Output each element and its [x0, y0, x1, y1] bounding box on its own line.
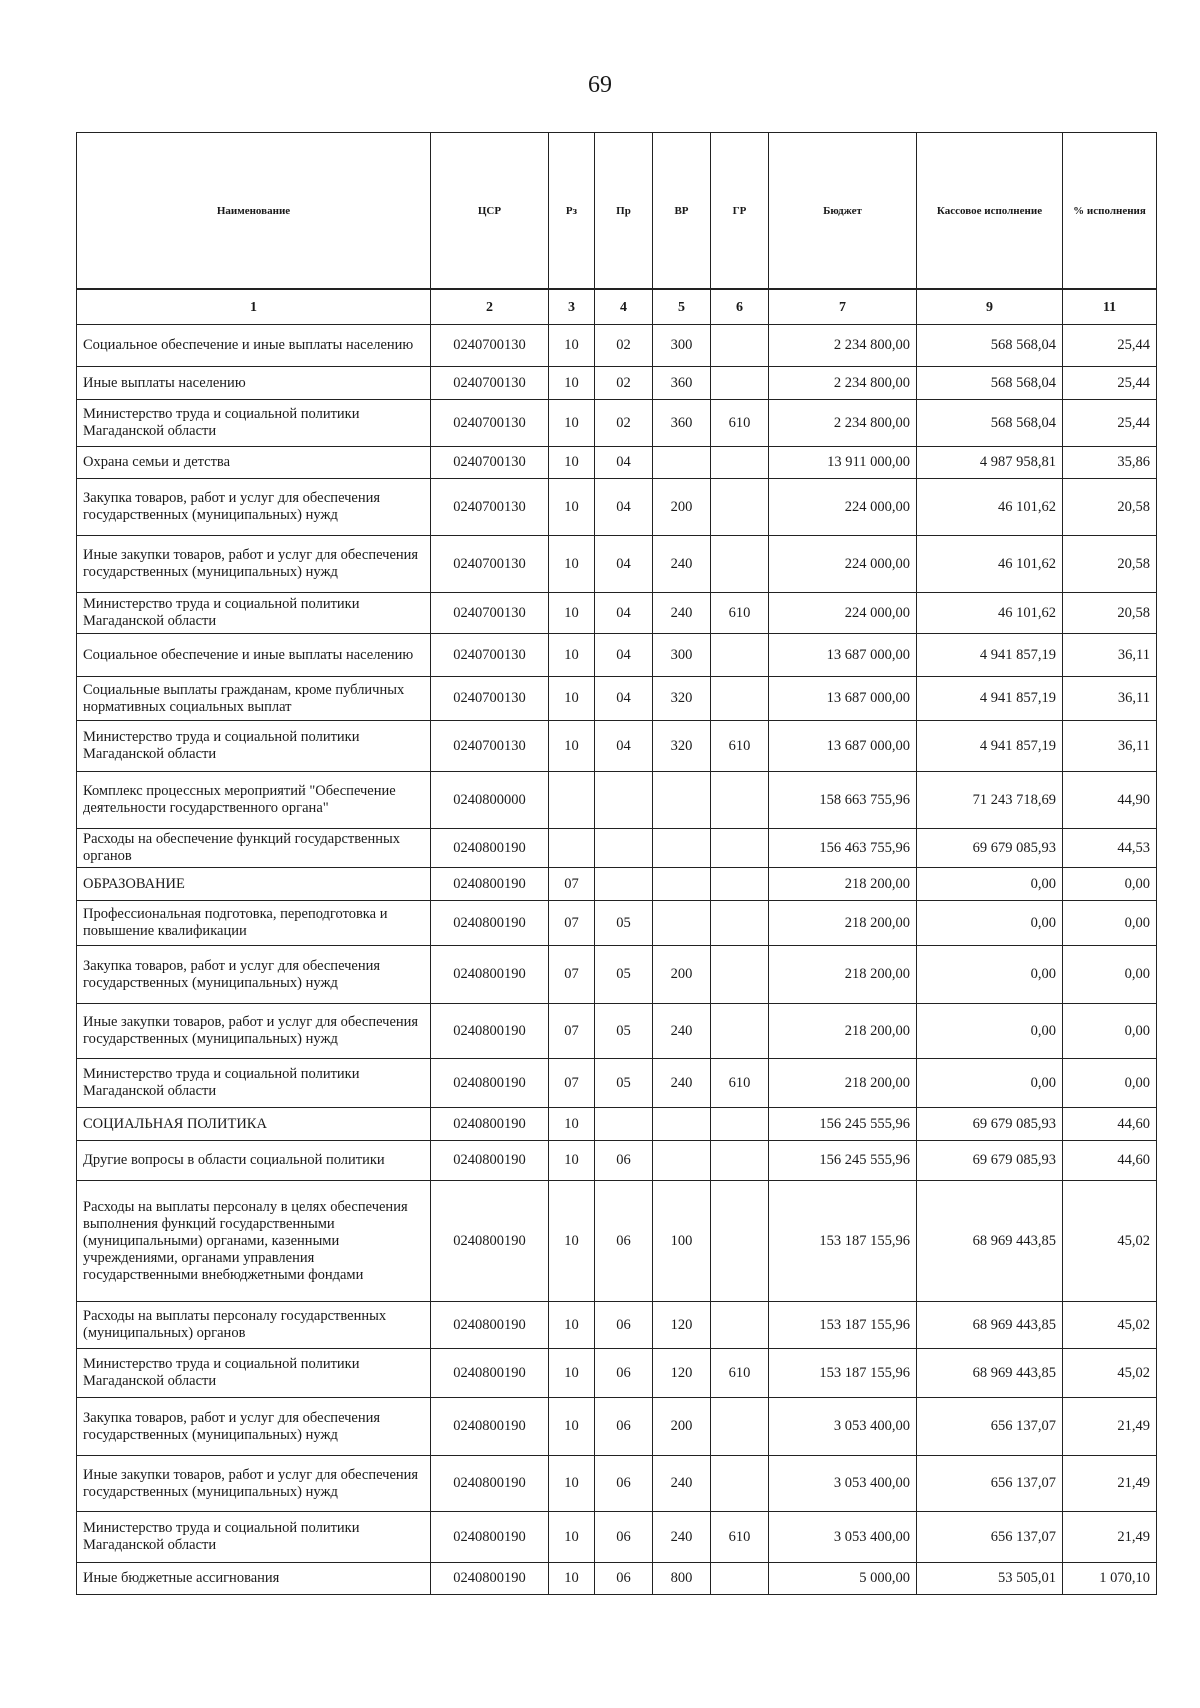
- cell-execution: 4 941 857,19: [917, 721, 1063, 772]
- cell-execution: 568 568,04: [917, 367, 1063, 400]
- cell-execution: 0,00: [917, 946, 1063, 1004]
- cell-budget: 2 234 800,00: [769, 325, 917, 367]
- cell-vr: 120: [653, 1302, 711, 1349]
- table-row: [77, 677, 1157, 721]
- cell-vr: [653, 1141, 711, 1181]
- cell-csr: 0240800190: [431, 1456, 549, 1512]
- cell-name: ОБРАЗОВАНИЕ: [77, 868, 431, 901]
- cell-name: Иные бюджетные ассигнования: [77, 1563, 431, 1595]
- cell-rz: 10: [549, 479, 595, 536]
- cell-csr: 0240800190: [431, 1059, 549, 1108]
- cell-budget: 224 000,00: [769, 536, 917, 593]
- cell-pr: 02: [595, 400, 653, 447]
- cell-budget: 218 200,00: [769, 901, 917, 946]
- header-gr: ГР: [711, 133, 769, 290]
- cell-csr: 0240700130: [431, 634, 549, 677]
- cell-execution: 71 243 718,69: [917, 772, 1063, 829]
- cell-gr: [711, 946, 769, 1004]
- cell-gr: [711, 1302, 769, 1349]
- cell-pr: 06: [595, 1512, 653, 1563]
- cell-csr: 0240800190: [431, 829, 549, 868]
- cell-vr: 240: [653, 536, 711, 593]
- column-number: 5: [653, 289, 711, 325]
- cell-budget: 224 000,00: [769, 479, 917, 536]
- cell-name: Министерство труда и социальной политики Магаданской области: [77, 1512, 431, 1563]
- cell-rz: [549, 772, 595, 829]
- cell-vr: [653, 1108, 711, 1141]
- cell-name: Социальное обеспечение и иные выплаты населению: [77, 325, 431, 367]
- cell-pr: 04: [595, 634, 653, 677]
- cell-rz: 07: [549, 1059, 595, 1108]
- cell-execution: 46 101,62: [917, 536, 1063, 593]
- table-row: [77, 634, 1157, 677]
- cell-percent: 44,53: [1063, 829, 1157, 868]
- cell-csr: 0240700130: [431, 593, 549, 634]
- cell-gr: [711, 1456, 769, 1512]
- cell-execution: 0,00: [917, 1004, 1063, 1059]
- cell-execution: 568 568,04: [917, 400, 1063, 447]
- cell-execution: 53 505,01: [917, 1563, 1063, 1595]
- table-row: [77, 1108, 1157, 1141]
- cell-percent: 35,86: [1063, 447, 1157, 479]
- cell-gr: 610: [711, 1059, 769, 1108]
- cell-budget: 156 245 555,96: [769, 1141, 917, 1181]
- table-row: [77, 1181, 1157, 1302]
- cell-name: Иные закупки товаров, работ и услуг для обеспечения государственных (муниципальных) нужд: [77, 1004, 431, 1059]
- cell-pr: 04: [595, 593, 653, 634]
- table-row: [77, 325, 1157, 367]
- column-number-row: [77, 289, 1157, 325]
- table-row: [77, 1398, 1157, 1456]
- header-budget: Бюджет: [769, 133, 917, 290]
- header-percent: % исполнения: [1063, 133, 1157, 290]
- cell-execution: 68 969 443,85: [917, 1181, 1063, 1302]
- cell-vr: [653, 829, 711, 868]
- cell-gr: [711, 634, 769, 677]
- cell-name: Закупка товаров, работ и услуг для обеспечения государственных (муниципальных) нужд: [77, 479, 431, 536]
- cell-percent: 25,44: [1063, 325, 1157, 367]
- cell-percent: 36,11: [1063, 721, 1157, 772]
- cell-budget: 156 463 755,96: [769, 829, 917, 868]
- cell-percent: 21,49: [1063, 1456, 1157, 1512]
- header-vr: ВР: [653, 133, 711, 290]
- cell-budget: 13 687 000,00: [769, 721, 917, 772]
- cell-execution: 68 969 443,85: [917, 1349, 1063, 1398]
- table-row: [77, 1512, 1157, 1563]
- cell-csr: 0240800190: [431, 946, 549, 1004]
- cell-name: Социальные выплаты гражданам, кроме публичных нормативных социальных выплат: [77, 677, 431, 721]
- cell-name: Профессиональная подготовка, переподготовка и повышение квалификации: [77, 901, 431, 946]
- cell-gr: [711, 1004, 769, 1059]
- cell-csr: 0240800190: [431, 1398, 549, 1456]
- cell-csr: 0240800190: [431, 1302, 549, 1349]
- cell-csr: 0240800190: [431, 901, 549, 946]
- cell-name: Министерство труда и социальной политики Магаданской области: [77, 1059, 431, 1108]
- cell-execution: 0,00: [917, 901, 1063, 946]
- cell-execution: 4 987 958,81: [917, 447, 1063, 479]
- cell-percent: 44,90: [1063, 772, 1157, 829]
- cell-rz: 10: [549, 1456, 595, 1512]
- cell-percent: 0,00: [1063, 901, 1157, 946]
- cell-budget: 224 000,00: [769, 593, 917, 634]
- table-row: [77, 400, 1157, 447]
- cell-percent: 45,02: [1063, 1302, 1157, 1349]
- cell-name: Иные закупки товаров, работ и услуг для обеспечения государственных (муниципальных) нужд: [77, 536, 431, 593]
- cell-rz: 10: [549, 1108, 595, 1141]
- cell-vr: 360: [653, 367, 711, 400]
- cell-pr: 05: [595, 1059, 653, 1108]
- cell-execution: 656 137,07: [917, 1398, 1063, 1456]
- cell-budget: 153 187 155,96: [769, 1181, 917, 1302]
- cell-name: Расходы на обеспечение функций государственных органов: [77, 829, 431, 868]
- header-name: Наименование: [77, 133, 431, 290]
- cell-rz: 10: [549, 447, 595, 479]
- cell-percent: 21,49: [1063, 1398, 1157, 1456]
- cell-pr: [595, 1108, 653, 1141]
- cell-csr: 0240800190: [431, 1108, 549, 1141]
- cell-gr: 610: [711, 1512, 769, 1563]
- header-pr: Пр: [595, 133, 653, 290]
- cell-vr: 240: [653, 1059, 711, 1108]
- cell-execution: 0,00: [917, 1059, 1063, 1108]
- cell-gr: 610: [711, 721, 769, 772]
- cell-csr: 0240800190: [431, 868, 549, 901]
- cell-vr: [653, 772, 711, 829]
- cell-gr: 610: [711, 400, 769, 447]
- table-row: [77, 1059, 1157, 1108]
- cell-execution: 69 679 085,93: [917, 1108, 1063, 1141]
- cell-pr: 06: [595, 1398, 653, 1456]
- cell-execution: 656 137,07: [917, 1456, 1063, 1512]
- cell-vr: 200: [653, 479, 711, 536]
- cell-percent: 21,49: [1063, 1512, 1157, 1563]
- cell-csr: 0240700130: [431, 721, 549, 772]
- cell-name: СОЦИАЛЬНАЯ ПОЛИТИКА: [77, 1108, 431, 1141]
- column-number: 4: [595, 289, 653, 325]
- cell-execution: 0,00: [917, 868, 1063, 901]
- cell-percent: 45,02: [1063, 1181, 1157, 1302]
- cell-pr: 06: [595, 1181, 653, 1302]
- cell-vr: 100: [653, 1181, 711, 1302]
- cell-percent: 25,44: [1063, 367, 1157, 400]
- cell-name: Министерство труда и социальной политики Магаданской области: [77, 721, 431, 772]
- cell-csr: 0240800190: [431, 1349, 549, 1398]
- cell-pr: [595, 829, 653, 868]
- table-row: [77, 536, 1157, 593]
- table-row: [77, 946, 1157, 1004]
- cell-budget: 218 200,00: [769, 946, 917, 1004]
- cell-rz: 10: [549, 593, 595, 634]
- cell-gr: [711, 829, 769, 868]
- cell-percent: 36,11: [1063, 677, 1157, 721]
- table-row: [77, 367, 1157, 400]
- cell-gr: [711, 677, 769, 721]
- cell-pr: 06: [595, 1302, 653, 1349]
- column-number: 2: [431, 289, 549, 325]
- table-row: [77, 593, 1157, 634]
- cell-pr: 06: [595, 1349, 653, 1398]
- cell-rz: 10: [549, 721, 595, 772]
- cell-rz: 10: [549, 536, 595, 593]
- cell-csr: 0240700130: [431, 479, 549, 536]
- cell-pr: 04: [595, 536, 653, 593]
- cell-rz: 10: [549, 1302, 595, 1349]
- cell-gr: [711, 367, 769, 400]
- cell-vr: 320: [653, 677, 711, 721]
- cell-execution: 46 101,62: [917, 479, 1063, 536]
- cell-pr: 02: [595, 325, 653, 367]
- cell-gr: [711, 536, 769, 593]
- table-row: [77, 868, 1157, 901]
- table-row: [77, 1456, 1157, 1512]
- column-number: 3: [549, 289, 595, 325]
- table-row: [77, 772, 1157, 829]
- table-row: [77, 479, 1157, 536]
- cell-pr: 05: [595, 946, 653, 1004]
- cell-gr: [711, 447, 769, 479]
- cell-budget: 3 053 400,00: [769, 1456, 917, 1512]
- cell-rz: 10: [549, 1563, 595, 1595]
- cell-budget: 13 911 000,00: [769, 447, 917, 479]
- cell-pr: [595, 868, 653, 901]
- cell-vr: 120: [653, 1349, 711, 1398]
- table-row: [77, 829, 1157, 868]
- cell-vr: [653, 447, 711, 479]
- cell-gr: [711, 325, 769, 367]
- cell-budget: 3 053 400,00: [769, 1512, 917, 1563]
- table-row: [77, 1302, 1157, 1349]
- cell-csr: 0240700130: [431, 367, 549, 400]
- cell-name: Министерство труда и социальной политики Магаданской области: [77, 400, 431, 447]
- cell-name: Социальное обеспечение и иные выплаты населению: [77, 634, 431, 677]
- cell-budget: 156 245 555,96: [769, 1108, 917, 1141]
- cell-name: Другие вопросы в области социальной политики: [77, 1141, 431, 1181]
- cell-csr: 0240800190: [431, 1563, 549, 1595]
- cell-gr: [711, 479, 769, 536]
- cell-vr: 320: [653, 721, 711, 772]
- cell-vr: 240: [653, 1456, 711, 1512]
- cell-execution: 68 969 443,85: [917, 1302, 1063, 1349]
- cell-pr: 04: [595, 677, 653, 721]
- cell-percent: 0,00: [1063, 1004, 1157, 1059]
- cell-percent: 20,58: [1063, 479, 1157, 536]
- cell-rz: 10: [549, 677, 595, 721]
- cell-name: Иные выплаты населению: [77, 367, 431, 400]
- cell-percent: 25,44: [1063, 400, 1157, 447]
- cell-percent: 1 070,10: [1063, 1563, 1157, 1595]
- cell-name: Комплекс процессных мероприятий "Обеспечение деятельности государственного органа": [77, 772, 431, 829]
- table-row: [77, 447, 1157, 479]
- column-number: 6: [711, 289, 769, 325]
- cell-rz: 07: [549, 868, 595, 901]
- cell-budget: 153 187 155,96: [769, 1349, 917, 1398]
- cell-percent: 20,58: [1063, 536, 1157, 593]
- cell-budget: 13 687 000,00: [769, 634, 917, 677]
- cell-gr: 610: [711, 1349, 769, 1398]
- cell-gr: [711, 901, 769, 946]
- cell-execution: 46 101,62: [917, 593, 1063, 634]
- cell-name: Министерство труда и социальной политики Магаданской области: [77, 1349, 431, 1398]
- cell-vr: 300: [653, 634, 711, 677]
- cell-name: Охрана семьи и детства: [77, 447, 431, 479]
- header-execution: Кассовое исполнение: [917, 133, 1063, 290]
- cell-gr: [711, 1398, 769, 1456]
- cell-gr: [711, 1563, 769, 1595]
- cell-execution: 4 941 857,19: [917, 677, 1063, 721]
- cell-execution: 656 137,07: [917, 1512, 1063, 1563]
- cell-budget: 13 687 000,00: [769, 677, 917, 721]
- header-row: [77, 133, 1157, 290]
- cell-vr: 800: [653, 1563, 711, 1595]
- cell-rz: 10: [549, 400, 595, 447]
- budget-table: [76, 132, 1157, 1595]
- cell-gr: [711, 1181, 769, 1302]
- cell-rz: 07: [549, 1004, 595, 1059]
- cell-pr: 05: [595, 901, 653, 946]
- cell-rz: 10: [549, 325, 595, 367]
- cell-budget: 2 234 800,00: [769, 367, 917, 400]
- cell-vr: 300: [653, 325, 711, 367]
- table-row: [77, 721, 1157, 772]
- cell-csr: 0240700130: [431, 447, 549, 479]
- cell-csr: 0240700130: [431, 325, 549, 367]
- cell-budget: 3 053 400,00: [769, 1398, 917, 1456]
- cell-name: Закупка товаров, работ и услуг для обеспечения государственных (муниципальных) нужд: [77, 1398, 431, 1456]
- cell-rz: 10: [549, 1398, 595, 1456]
- table-row: [77, 1349, 1157, 1398]
- table-row: [77, 901, 1157, 946]
- column-number: 11: [1063, 289, 1157, 325]
- cell-vr: 360: [653, 400, 711, 447]
- cell-name: Расходы на выплаты персоналу в целях обеспечения выполнения функций государственными (муниципальными) органами, казенными учреждениями, органами управления государственными внебюджетными фондами: [77, 1181, 431, 1302]
- cell-gr: [711, 868, 769, 901]
- cell-budget: 2 234 800,00: [769, 400, 917, 447]
- table-row: [77, 1004, 1157, 1059]
- cell-percent: 0,00: [1063, 946, 1157, 1004]
- cell-gr: 610: [711, 593, 769, 634]
- cell-rz: 10: [549, 1349, 595, 1398]
- cell-name: Закупка товаров, работ и услуг для обеспечения государственных (муниципальных) нужд: [77, 946, 431, 1004]
- cell-vr: [653, 868, 711, 901]
- cell-csr: 0240700130: [431, 400, 549, 447]
- cell-vr: 240: [653, 593, 711, 634]
- cell-percent: 0,00: [1063, 868, 1157, 901]
- cell-gr: [711, 772, 769, 829]
- cell-execution: 69 679 085,93: [917, 1141, 1063, 1181]
- cell-csr: 0240800190: [431, 1181, 549, 1302]
- cell-rz: 10: [549, 1141, 595, 1181]
- cell-name: Министерство труда и социальной политики Магаданской области: [77, 593, 431, 634]
- page-number: 69: [588, 72, 612, 98]
- cell-rz: 07: [549, 946, 595, 1004]
- cell-percent: 20,58: [1063, 593, 1157, 634]
- cell-vr: 200: [653, 946, 711, 1004]
- cell-name: Иные закупки товаров, работ и услуг для обеспечения государственных (муниципальных) нужд: [77, 1456, 431, 1512]
- column-number: 1: [77, 289, 431, 325]
- cell-csr: 0240700130: [431, 536, 549, 593]
- cell-percent: 44,60: [1063, 1108, 1157, 1141]
- cell-percent: 36,11: [1063, 634, 1157, 677]
- cell-pr: 05: [595, 1004, 653, 1059]
- cell-rz: 07: [549, 901, 595, 946]
- cell-percent: 44,60: [1063, 1141, 1157, 1181]
- cell-pr: 02: [595, 367, 653, 400]
- cell-rz: 10: [549, 367, 595, 400]
- cell-percent: 45,02: [1063, 1349, 1157, 1398]
- cell-gr: [711, 1108, 769, 1141]
- cell-vr: 240: [653, 1512, 711, 1563]
- cell-vr: [653, 901, 711, 946]
- cell-percent: 0,00: [1063, 1059, 1157, 1108]
- cell-budget: 5 000,00: [769, 1563, 917, 1595]
- table-row: [77, 1141, 1157, 1181]
- cell-pr: 06: [595, 1456, 653, 1512]
- table-row: [77, 1563, 1157, 1595]
- cell-budget: 218 200,00: [769, 1059, 917, 1108]
- cell-budget: 218 200,00: [769, 868, 917, 901]
- cell-csr: 0240800190: [431, 1512, 549, 1563]
- cell-budget: 153 187 155,96: [769, 1302, 917, 1349]
- cell-pr: 04: [595, 447, 653, 479]
- cell-pr: 04: [595, 721, 653, 772]
- table-body: [77, 325, 1157, 1595]
- cell-budget: 218 200,00: [769, 1004, 917, 1059]
- cell-pr: 06: [595, 1563, 653, 1595]
- cell-csr: 0240800000: [431, 772, 549, 829]
- cell-vr: 240: [653, 1004, 711, 1059]
- cell-pr: 04: [595, 479, 653, 536]
- header-csr: ЦСР: [431, 133, 549, 290]
- cell-execution: 69 679 085,93: [917, 829, 1063, 868]
- cell-vr: 200: [653, 1398, 711, 1456]
- cell-rz: 10: [549, 1512, 595, 1563]
- cell-csr: 0240800190: [431, 1004, 549, 1059]
- column-number: 9: [917, 289, 1063, 325]
- cell-execution: 568 568,04: [917, 325, 1063, 367]
- cell-budget: 158 663 755,96: [769, 772, 917, 829]
- cell-pr: 06: [595, 1141, 653, 1181]
- cell-rz: [549, 829, 595, 868]
- cell-rz: 10: [549, 634, 595, 677]
- cell-gr: [711, 1141, 769, 1181]
- cell-pr: [595, 772, 653, 829]
- header-rz: Рз: [549, 133, 595, 290]
- cell-execution: 4 941 857,19: [917, 634, 1063, 677]
- cell-csr: 0240800190: [431, 1141, 549, 1181]
- cell-csr: 0240700130: [431, 677, 549, 721]
- column-number: 7: [769, 289, 917, 325]
- cell-rz: 10: [549, 1181, 595, 1302]
- cell-name: Расходы на выплаты персоналу государственных (муниципальных) органов: [77, 1302, 431, 1349]
